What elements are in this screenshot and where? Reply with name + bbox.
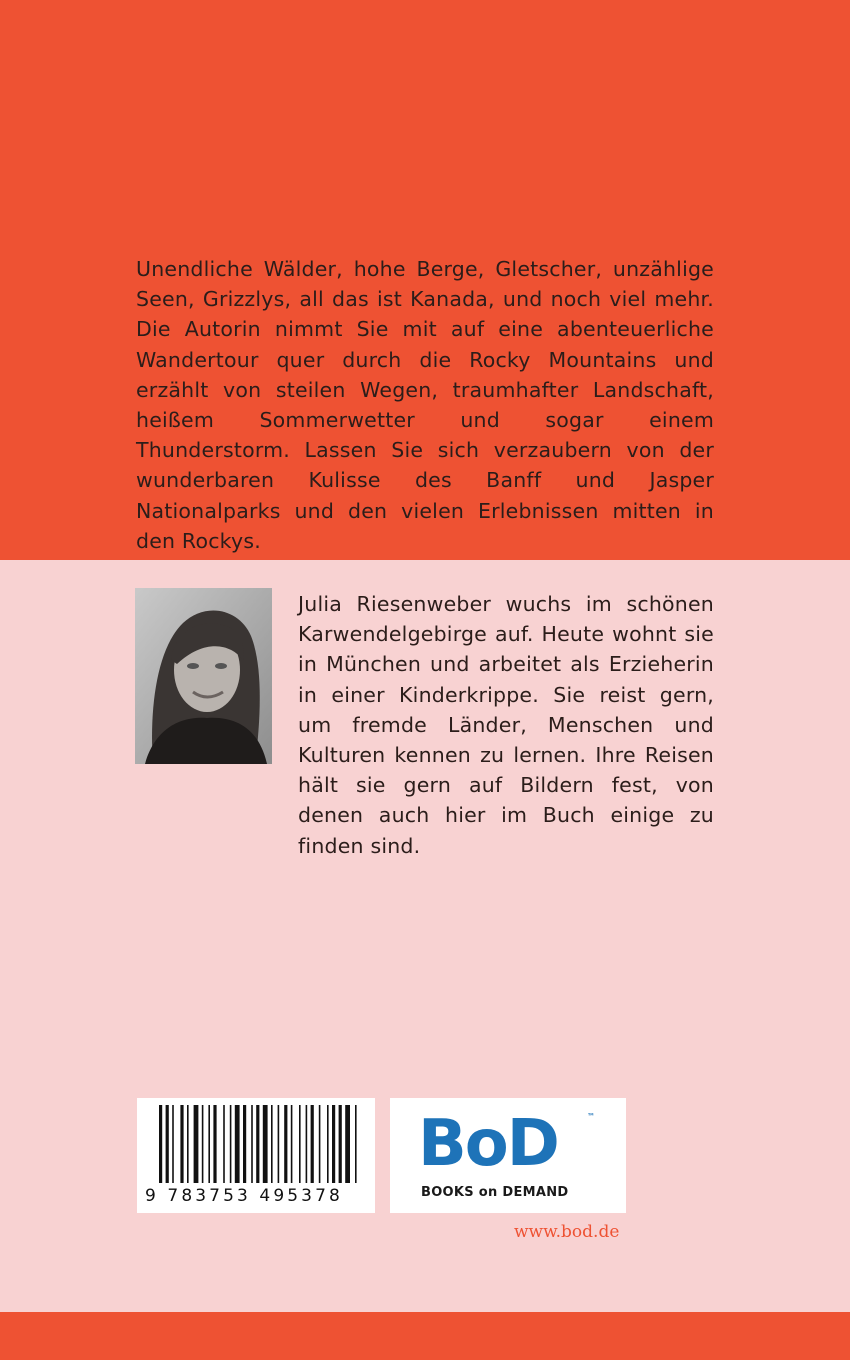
author-bio: Julia Riesenweber wuchs im schönen Karwendelgebirge auf. Heute wohnt sie in München und arbeitet als Erzieherin in einer Kinderkrippe. Sie reist gern, um fremde Länder, Menschen und Kulturen kennen zu lernen. Ihre Reisen hält sie gern auf Bildern fest, von denen auch hier im Buch einige zu finden sind. [298,592,714,858]
bod-logo: BoD [418,1107,558,1181]
book-blurb: Unendliche Wälder, hohe Berge, Gletscher, unzählige Seen, Grizzlys, all das ist Kanada, und noch viel mehr. Die Autorin nimmt Sie mit auf eine abenteuerliche Wandertour quer durch die Rocky Mountains und erzählt von steilen Wegen, traumhafter Landschaft, heißem Sommerwetter und sogar einem Thunderstorm. Lassen Sie sich verzaubern von der wunderbaren Kulisse des Banff und Jasper Nationalparks und den vielen Erlebnissen mitten in den Rockys. [136,257,714,553]
trademark-mark: ™ [587,1112,595,1121]
author-photo [135,588,272,764]
author-portrait-icon [135,588,272,764]
bod-tagline: BOOKS on DEMAND [421,1185,569,1200]
bottom-color-strip [0,1312,850,1360]
publisher-website[interactable]: www.bod.de [514,1222,620,1242]
isbn-barcode [137,1098,375,1213]
publisher-logo-box [390,1098,626,1213]
isbn-digits: 9 783753 495378 [145,1186,343,1206]
barcode-bars [137,1098,375,1186]
